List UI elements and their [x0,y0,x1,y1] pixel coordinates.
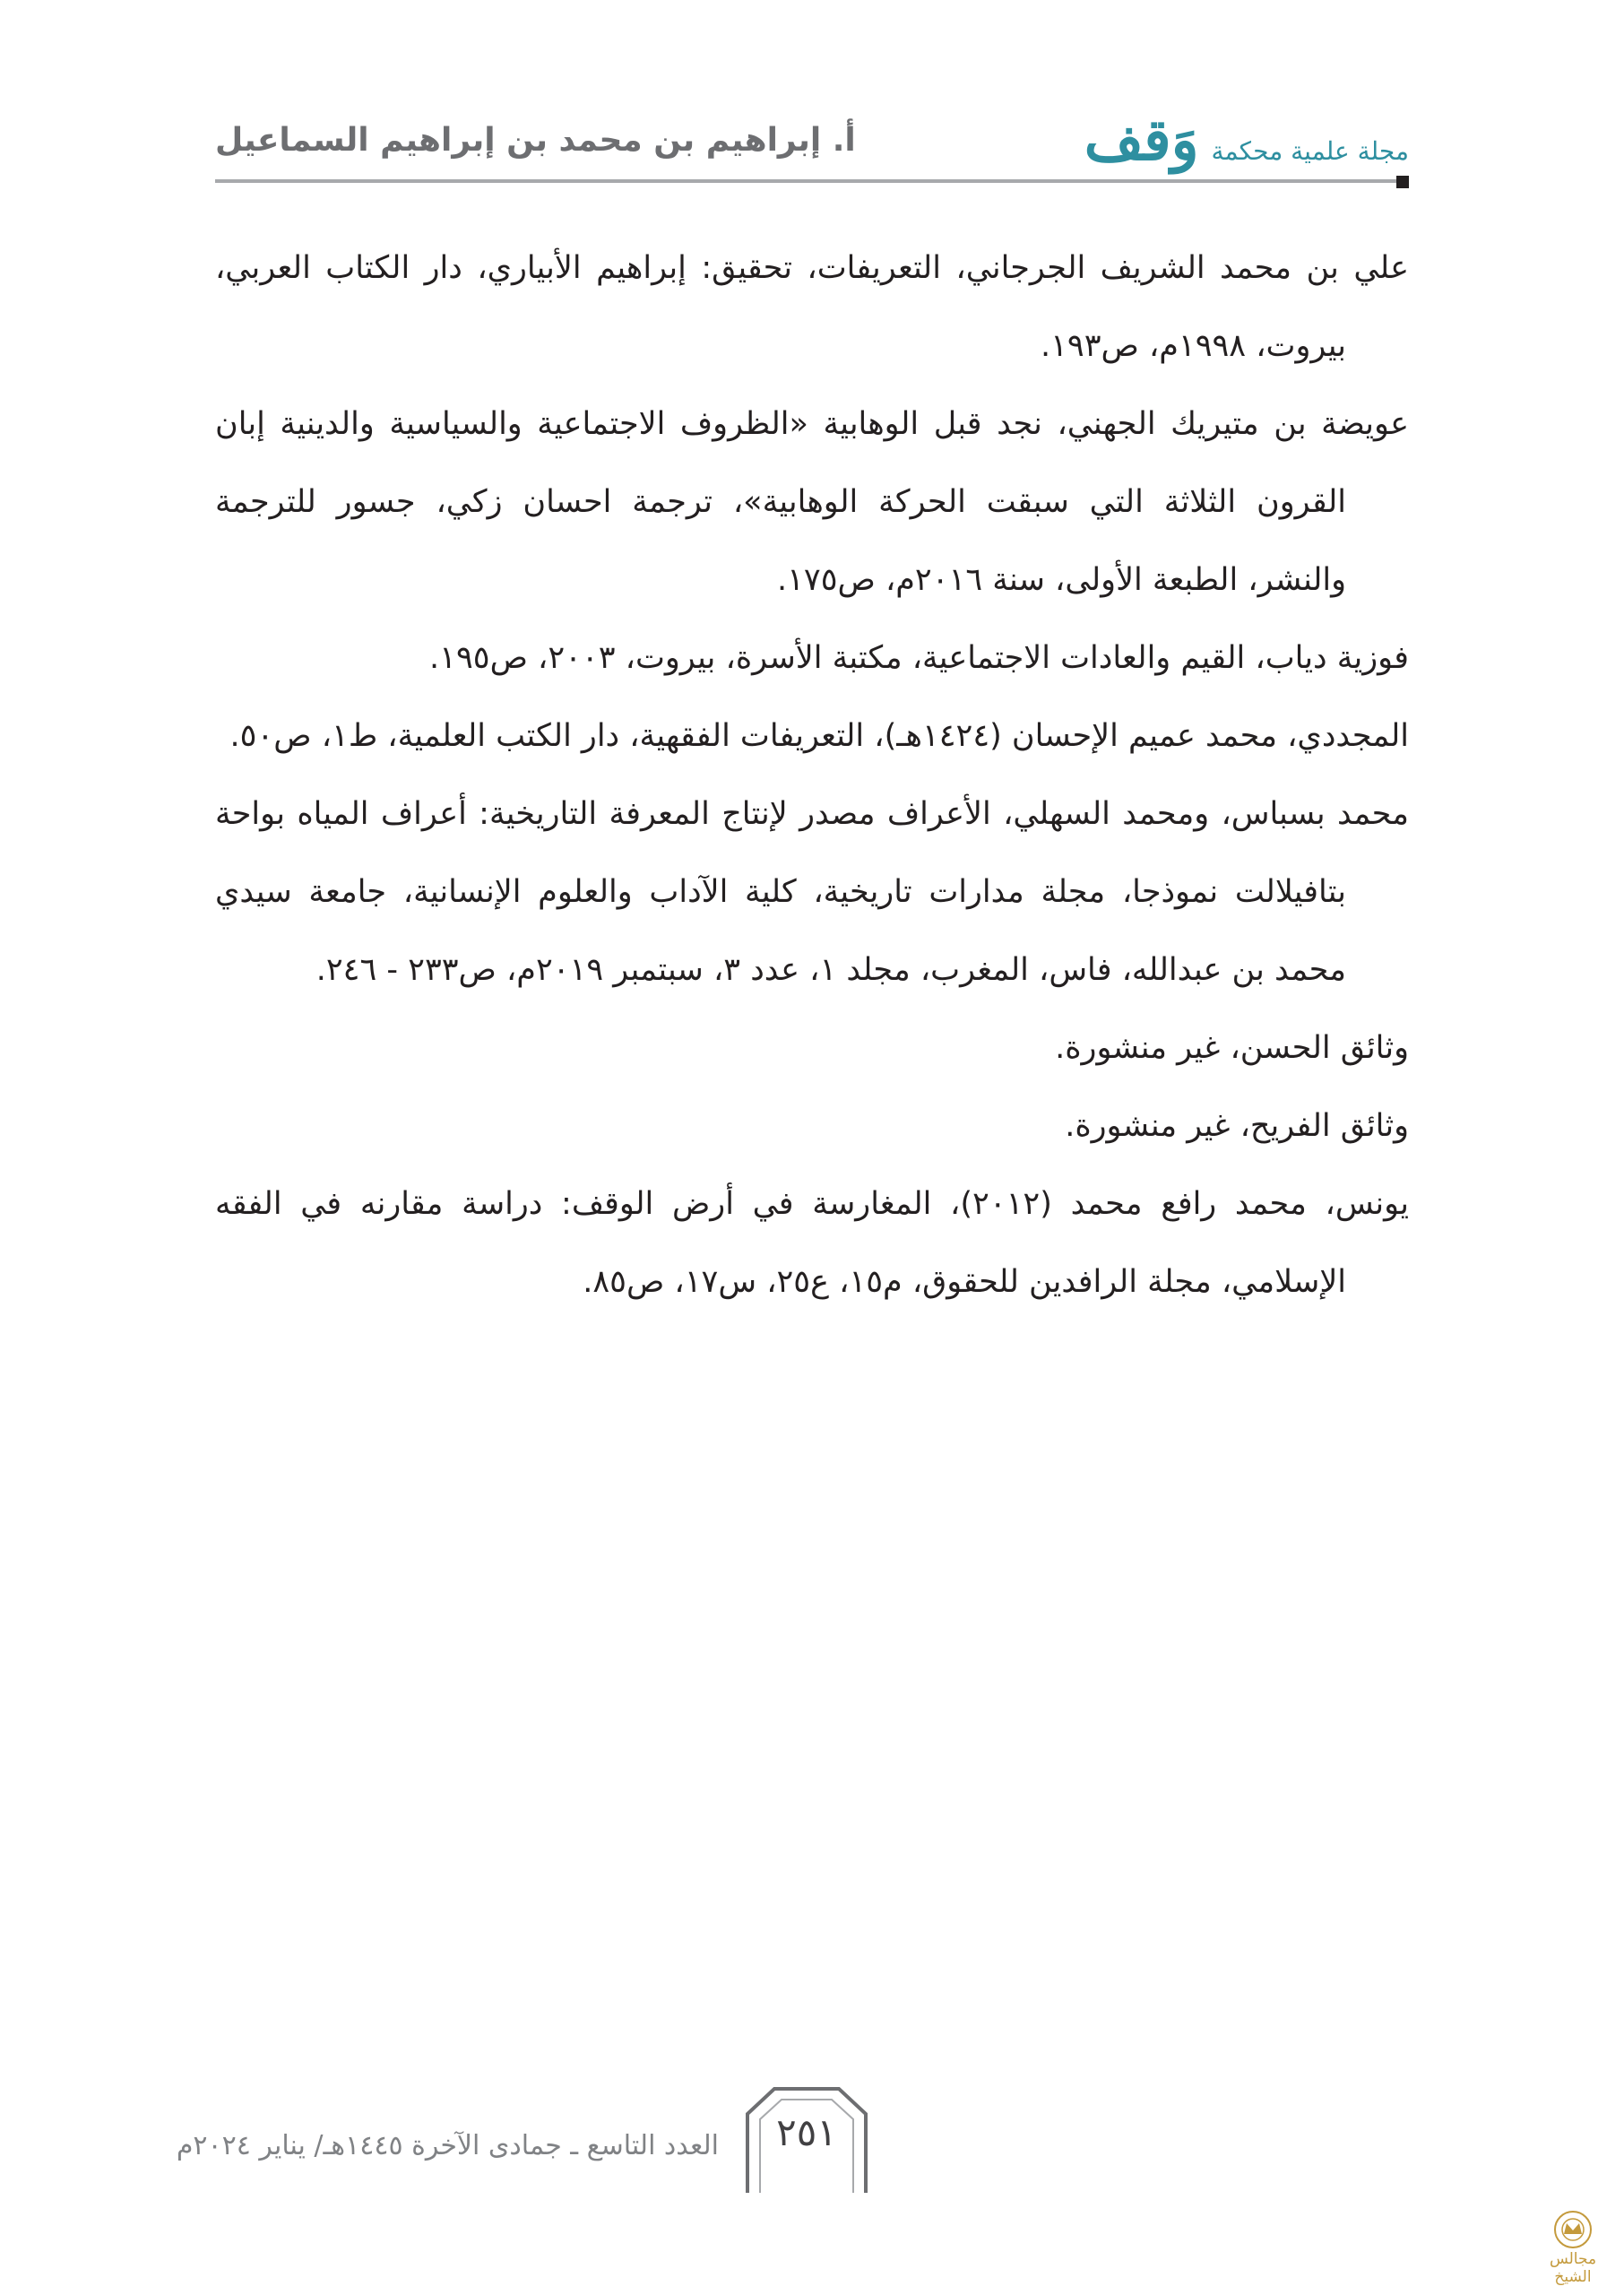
header-divider [215,179,1404,183]
crown-emblem-icon [1552,2209,1594,2250]
page-number-badge [744,2078,869,2193]
reference-item: محمد بسباس، ومحمد السهلي، الأعراف مصدر لإنتاج المعرفة التاريخية: أعراف المياه بواحة بتافيلالت نموذجا، مجلة مدارات تاريخية، كلية الآداب والعلوم الإنسانية، جامعة سيدي محمد بن عبدالله، فاس، المغرب، مجلد ١، عدد ٣، سبتمبر ٢٠١٩م، ص٢٣٣ - ٢٤٦. [215,796,1409,988]
article-author: أ. إبراهيم بن محمد بن إبراهيم السماعيل [215,122,856,159]
reference-item: يونس، محمد رافع محمد (٢٠١٢)، المغارسة في أرض الوقف: دراسة مقارنه في الفقه الإسلامي، مجلة الرافدين للحقوق، م١٥، ع٢٥، س١٧، ص٨٥. [215,1186,1409,1300]
watermark-text: مجالس الشيخ [1549,2250,1597,2286]
reference-item: علي بن محمد الشريف الجرجاني، التعريفات، تحقيق: إبراهيم الأبياري، دار الكتاب العربي، بيروت، ١٩٩٨م، ص١٩٣. [215,250,1409,364]
reference-item: عويضة بن متيريك الجهني، نجد قبل الوهابية «الظروف الاجتماعية والسياسية والدينية إبان القرون الثلاثة التي سبقت الحركة الوهابية»، ترجمة احسان زكي، جسور للترجمة والنشر، الطبعة الأولى، سنة ٢٠١٦م، ص١٧٥. [215,406,1409,598]
page-footer [176,2078,1409,2195]
journal-logo [1084,100,1409,181]
reference-item: وثائق الفريح، غير منشورة. [1065,1108,1409,1144]
journal-tagline: مجلة علمية محكمة [1211,135,1409,166]
journal-logo-word: وَقف [1084,107,1199,174]
header-divider-marker [1396,176,1409,188]
reference-item: المجددي، محمد عميم الإحسان (١٤٢٤هـ)، التعريفات الفقهية، دار الكتب العلمية، ط١، ص٥٠. [229,718,1409,754]
reference-item: وثائق الحسن، غير منشورة. [1055,1030,1409,1066]
page-number: ٢٥١ [776,2110,837,2154]
reference-item: فوزية دياب، القيم والعادات الاجتماعية، مكتبة الأسرة، بيروت، ٢٠٠٣، ص١٩٥. [429,640,1409,676]
references-list [215,230,1409,1321]
site-watermark [1534,2209,1611,2286]
page-header [215,100,1409,199]
issue-info: العدد التاسع ـ جمادى الآخرة ١٤٤٥هـ/ يناير ٢٠٢٤م [176,2130,719,2161]
